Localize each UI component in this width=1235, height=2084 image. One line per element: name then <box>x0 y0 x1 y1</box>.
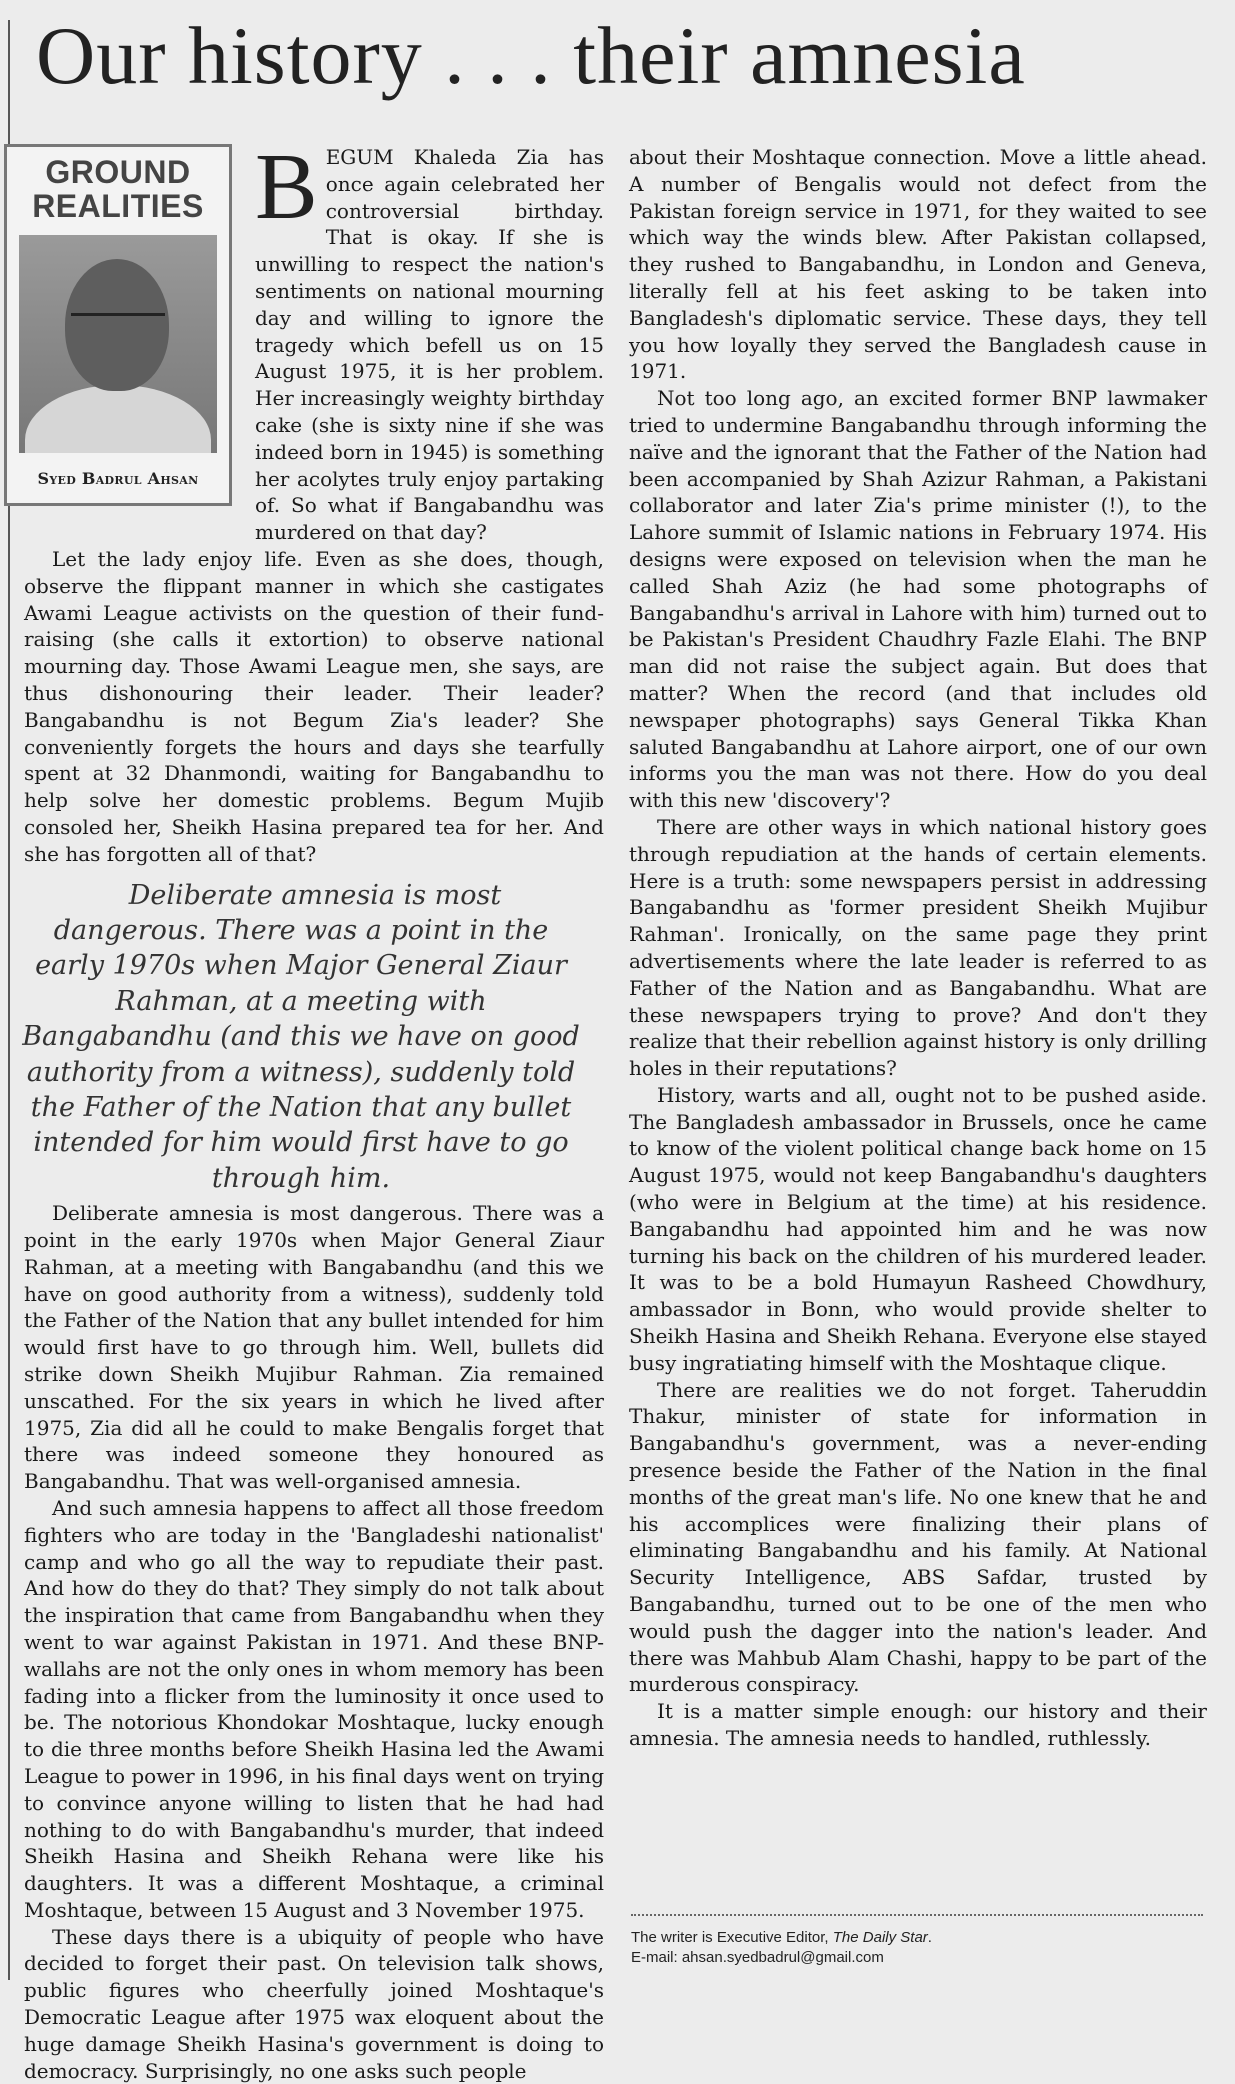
footer-divider <box>631 1914 1203 1916</box>
paragraph-9: History, warts and all, ought not to be pushed aside. The Bangladesh ambassador in Brussels, once he came to know of the violent political change back home on 15 August 1975, would not keep Bangabandhu's daughters (who were in Belgium at the time) at his residence. Bangabandhu had appointed him and he was now turning his back on the children of his murdered leader. It was to be a bold Humayun Rasheed Chowdhury, ambassador in Bonn, who would provide shelter to Sheikh Hasina and Sheikh Rehana. Everyone else stayed busy ingratiating himself with the Moshtaque clique. <box>629 1082 1207 1375</box>
paragraph-8: There are other ways in which national history goes through repudiation at the hands of certain elements. Here is a truth: some newspapers persist in addressing Bangabandhu as 'former president Sheikh Mujibur Rahman'. Ironically, on the same page they print advertisements where the late leader is referred to as Father of the Nation and as Bangabandhu. What are these newspapers trying to prove? And don't they realize that their rebellion against history is only drilling holes in their reputations? <box>629 814 1207 1081</box>
columnist-box <box>0 144 240 512</box>
paragraph-4: And such amnesia happens to affect all those freedom fighters who are today in the 'Bangladeshi nationalist' camp and who go all the way to repudiate their past. And how do they do that? They simply do not talk about the inspiration that came from Bangabandhu when they went to war against Pakistan in 1971. And these BNP-wallahs are not the only ones in whom memory has been fading into a flicker from the luminosity it once used to be. The notorious Khondokar Moshtaque, lucky enough to die three months before Sheikh Hasina led the Awami League to power in 1996, in his final days went on trying to convince anyone willing to listen that he had had nothing to do with Bangabandhu's murder, that indeed Sheikh Hasina and Sheikh Rehana were like his daughters. It was a different Moshtaque, a criminal Moshtaque, between 15 August and 3 November 1975. <box>24 1495 604 1922</box>
paragraph-3: Deliberate amnesia is most dangerous. There was a point in the early 1970s when Major General Ziaur Rahman, at a meeting with Bangabandhu (and this we have on good authority from a witness), suddenly told the Father of the Nation that any bullet intended for him would first have to go through him. Deliberate amnesia is most dangerous. There was a point in the early 1970s when Major General Ziaur Rahman, at a meeting with Bangabandhu (and this we have on good authority from a witness), suddenly told the Father of the Nation that any bullet intended for him would first have to go through him. Well, bullets did strike down Sheikh Mujibur Rahman. Zia remained unscathed. For the six years in which he lived after 1975, Zia did all he could to make Bengalis forget that there was indeed someone they honoured as Bangabandhu. That was well-organised amnesia. <box>24 868 604 1495</box>
author-email: E-mail: ahsan.syedbadrul@gmail.com <box>631 1949 884 1966</box>
paragraph-10: There are realities we do not forget. Taheruddin Thakur, minister of state for information in Bangabandhu's government, was a never-ending presence beside the Father of the Nation in the final months of the great man's life. No one knew that he and his accomplices were finalizing their plans of eliminating Bangabandhu and his family. At National Security Intelligence, ABS Safdar, trusted by Bangabandhu, turned out to be one of the men who would push the dagger into the nation's leader. And there was Mahbub Alam Chashi, happy to be part of the murderous conspiracy. <box>629 1377 1207 1697</box>
publication-name: The Daily Star <box>832 1929 928 1946</box>
paragraph-6: about their Moshtaque connection. Move a little ahead. A number of Bengalis would not defect from the Pakistan foreign service in 1971, for they waited to see which way the winds blew. After Pakistan collapsed, they rushed to Bangabandhu, in London and Geneva, literally fell at his feet asking to be taken into Bangladesh's diplomatic service. These days, they tell you how loyally they served the Bangladesh cause in 1971. <box>629 145 1207 384</box>
paragraph-7: Not too long ago, an excited former BNP lawmaker tried to undermine Bangabandhu through informing the naïve and the ignorant that the Father of the Nation had been accompanied by Shah Azizur Rahman, a Pakistani collaborator and later Zia's prime minister (!), to the Lahore summit of Islamic nations in February 1974. His designs were exposed on television when the man he called Shah Aziz (he had some photographs of Bangabandhu's arrival in Lahore with him) turned out to be Pakistan's President Chaudhry Fazle Elahi. The BNP man did not raise the subject again. But does that matter? When the record (and that includes old newspaper photographs) says General Tikka Khan saluted Bangabandhu at Lahore airport, one of our own informs you the man was not there. How do you deal with this new 'discovery'? <box>629 386 1207 813</box>
pull-quote: Deliberate amnesia is most dangerous. There was a point in the early 1970s when Major General Ziaur Rahman, at a meeting with Bangabandhu (and this we have on good authority from a witness), suddenly told the Father of the Nation that any bullet intended for him would first have to go through him. <box>22 879 580 1194</box>
headline: Our history . . . their amnesia <box>36 10 1026 101</box>
paragraph-1: BEGUM Khaleda Zia has once again celebrated her controversial birthday. That is okay. If she is unwilling to respect the nation's sentiments on national mourning day and willing to ignore the tragedy which befell us on 15 August 1975, it is her problem. Her increasingly weighty birthday cake (she is sixty nine if she was indeed born in 1945) is something her acolytes truly enjoy partaking of. So what if Bangabandhu was murdered on that day? <box>255 135 604 545</box>
author-name: Syed Badrul Ahsan <box>37 469 199 489</box>
article-column-left <box>22 135 604 2084</box>
author-photo <box>19 235 217 453</box>
paragraph-5: These days there is a ubiquity of people who have decided to forget their past. On television talk shows, public figures who cheerfully joined Moshtaque's Democratic League after 1975 wax eloquent about the huge damage Sheikh Hasina's government is doing to democracy. Surprisingly, no one asks such people <box>24 1924 604 2083</box>
article-column-right <box>629 144 1207 1752</box>
writer-credit: The writer is Executive Editor, The Daily Star. <box>631 1929 932 1946</box>
column-kicker <box>7 155 229 223</box>
drop-cap: B <box>255 135 318 239</box>
paragraph-11: It is a matter simple enough: our history and their amnesia. The amnesia needs to handled, ruthlessly. <box>629 1699 1207 1751</box>
paragraph-2: Let the lady enjoy life. Even as she does, though, observe the flippant manner in which she castigates Awami League activists on the question of their fund-raising (she calls it extortion) to observe national mourning day. Those Awami League men, she says, are thus dishonouring their leader. Their leader? Bangabandhu is not Begum Zia's leader? She conveniently forgets the hours and days she tearfully spent at 32 Dhanmondi, waiting for Bangabandhu to help solve her domestic problems. Begum Mujib consoled her, Sheikh Hasina prepared tea for her. And she has forgotten all of that? <box>24 546 604 866</box>
author-footer <box>631 1928 1203 1968</box>
kicker-line-2: REALITIES <box>32 188 204 224</box>
kicker-line-1: GROUND <box>45 154 191 190</box>
